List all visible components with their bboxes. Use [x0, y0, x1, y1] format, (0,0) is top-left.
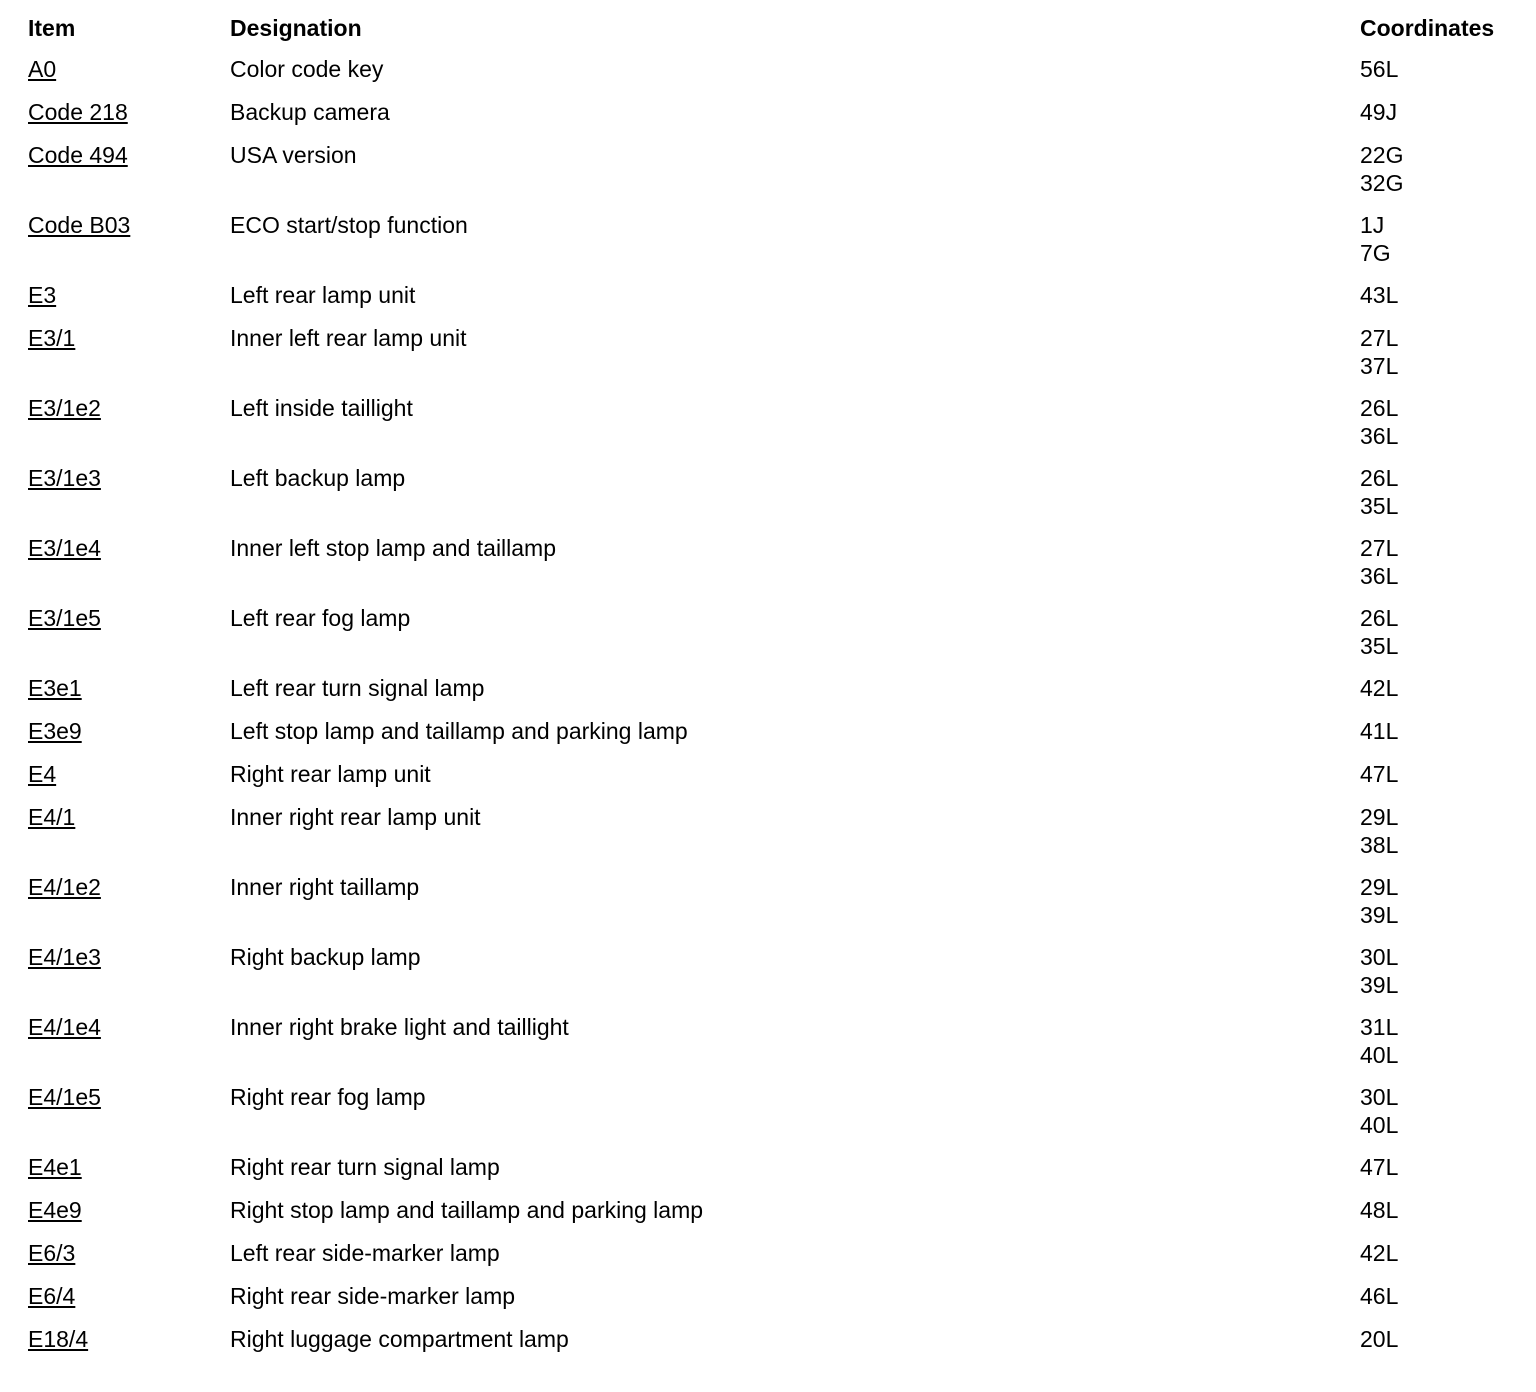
item-link[interactable]: E3/1e2 — [28, 395, 101, 421]
table-row — [0, 943, 1536, 1013]
designation-cell: Color code key — [230, 56, 384, 82]
item-link[interactable]: E6/4 — [28, 1283, 76, 1309]
table-row — [0, 534, 1536, 604]
coordinates-cell — [1360, 873, 1530, 943]
designation-cell: ECO start/stop function — [230, 212, 468, 238]
item-link[interactable]: E4/1e5 — [28, 1084, 101, 1110]
header-item: Item — [28, 15, 76, 41]
table-row — [0, 873, 1536, 943]
legend-table — [0, 14, 1536, 1368]
item-link[interactable]: E3 — [28, 282, 57, 308]
coordinate-value: 40L — [1360, 1112, 1399, 1138]
table-row — [0, 717, 1536, 760]
item-link[interactable]: Code 218 — [28, 99, 128, 125]
item-cell — [0, 943, 230, 1013]
table-header — [0, 14, 1536, 55]
designation-cell: USA version — [230, 142, 357, 168]
coordinate-value: 26L — [1360, 465, 1399, 491]
designation-cell: Left backup lamp — [230, 465, 406, 491]
item-link[interactable]: E6/3 — [28, 1240, 76, 1266]
designation-cell: Inner right taillamp — [230, 874, 420, 900]
table-row — [0, 1153, 1536, 1196]
designation-cell: Right rear turn signal lamp — [230, 1154, 500, 1180]
table-row — [0, 604, 1536, 674]
table-row — [0, 1196, 1536, 1239]
designation-cell: Inner left stop lamp and taillamp — [230, 535, 557, 561]
coordinate-value: 42L — [1360, 675, 1399, 701]
coordinate-value: 22G — [1360, 142, 1404, 168]
item-link[interactable]: E3/1e5 — [28, 605, 101, 631]
header-designation: Designation — [230, 15, 362, 41]
designation-cell: Left rear lamp unit — [230, 282, 416, 308]
item-link[interactable]: E4e9 — [28, 1197, 82, 1223]
item-cell — [0, 873, 230, 943]
coordinate-value: 43L — [1360, 282, 1399, 308]
coordinates-cell — [1360, 1239, 1530, 1282]
coordinates-cell — [1360, 324, 1530, 394]
item-link[interactable]: E3e9 — [28, 718, 82, 744]
designation-cell: Inner right brake light and taillight — [230, 1014, 569, 1040]
designation-cell: Left inside taillight — [230, 395, 413, 421]
coordinate-value: 27L — [1360, 325, 1399, 351]
coordinate-value: 29L — [1360, 874, 1399, 900]
coordinate-value: 47L — [1360, 761, 1399, 787]
designation-cell: Left rear turn signal lamp — [230, 675, 485, 701]
item-link[interactable]: E3/1e4 — [28, 535, 101, 561]
coordinates-cell — [1360, 394, 1530, 464]
designation-cell: Inner right rear lamp unit — [230, 804, 481, 830]
coordinates-cell — [1360, 604, 1530, 674]
item-link[interactable]: E3e1 — [28, 675, 82, 701]
table-row — [0, 394, 1536, 464]
designation-cell: Right rear side-marker lamp — [230, 1283, 516, 1309]
coordinates-cell — [1360, 674, 1530, 717]
item-link[interactable]: E4/1e3 — [28, 944, 101, 970]
coordinate-value: 7G — [1360, 240, 1391, 266]
item-cell — [0, 674, 230, 717]
table-row — [0, 324, 1536, 394]
table-row — [0, 803, 1536, 873]
item-link[interactable]: A0 — [28, 56, 57, 82]
table-row — [0, 211, 1536, 281]
designation-cell: Right rear fog lamp — [230, 1084, 426, 1110]
coordinate-value: 39L — [1360, 902, 1399, 928]
item-cell — [0, 1083, 230, 1153]
table-row — [0, 141, 1536, 211]
coordinate-value: 38L — [1360, 832, 1399, 858]
coordinates-cell — [1360, 943, 1530, 1013]
coordinate-value: 40L — [1360, 1042, 1399, 1068]
table-row — [0, 760, 1536, 803]
table-row — [0, 1325, 1536, 1368]
designation-cell: Inner left rear lamp unit — [230, 325, 467, 351]
item-cell — [0, 760, 230, 803]
item-link[interactable]: E18/4 — [28, 1326, 89, 1352]
coordinates-cell — [1360, 211, 1530, 281]
item-cell — [0, 604, 230, 674]
item-link[interactable]: Code 494 — [28, 142, 128, 168]
coordinate-value: 47L — [1360, 1154, 1399, 1180]
item-cell — [0, 1013, 230, 1083]
coordinate-value: 37L — [1360, 353, 1399, 379]
coordinates-cell — [1360, 717, 1530, 760]
table-row — [0, 674, 1536, 717]
coordinate-value: 36L — [1360, 563, 1399, 589]
table-row — [0, 464, 1536, 534]
coordinate-value: 31L — [1360, 1014, 1399, 1040]
coordinate-value: 49J — [1360, 99, 1398, 125]
table-row — [0, 98, 1536, 141]
coordinates-cell — [1360, 98, 1530, 141]
table-row — [0, 281, 1536, 324]
item-link[interactable]: E4/1e4 — [28, 1014, 101, 1040]
item-link[interactable]: E4e1 — [28, 1154, 82, 1180]
coordinate-value: 41L — [1360, 718, 1399, 744]
item-cell — [0, 281, 230, 324]
coordinate-value: 35L — [1360, 493, 1399, 519]
designation-cell: Right stop lamp and taillamp and parking lamp — [230, 1197, 704, 1223]
designation-cell: Left rear fog lamp — [230, 605, 411, 631]
coordinate-value: 27L — [1360, 535, 1399, 561]
coordinate-value: 20L — [1360, 1326, 1399, 1352]
item-link[interactable]: E4/1e2 — [28, 874, 101, 900]
table-row — [0, 1013, 1536, 1083]
coordinate-value: 26L — [1360, 605, 1399, 631]
coordinate-value: 48L — [1360, 1197, 1399, 1223]
item-cell — [0, 717, 230, 760]
coordinate-value: 26L — [1360, 395, 1399, 421]
item-cell — [0, 1282, 230, 1325]
coordinate-value: 36L — [1360, 423, 1399, 449]
item-link[interactable]: E4/1 — [28, 804, 76, 830]
coordinate-value: 35L — [1360, 633, 1399, 659]
coordinates-cell — [1360, 1282, 1530, 1325]
coordinates-cell — [1360, 760, 1530, 803]
coordinate-value: 39L — [1360, 972, 1399, 998]
designation-cell: Right backup lamp — [230, 944, 421, 970]
item-link[interactable]: E3/1 — [28, 325, 76, 351]
coordinate-value: 30L — [1360, 944, 1399, 970]
designation-cell: Backup camera — [230, 99, 390, 125]
table-body — [0, 55, 1536, 1368]
item-cell — [0, 211, 230, 281]
item-cell — [0, 394, 230, 464]
coordinate-value: 42L — [1360, 1240, 1399, 1266]
coordinate-value: 46L — [1360, 1283, 1399, 1309]
coordinates-cell — [1360, 1325, 1530, 1368]
item-link[interactable]: E3/1e3 — [28, 465, 101, 491]
designation-cell: Left stop lamp and taillamp and parking lamp — [230, 718, 688, 744]
item-cell — [0, 98, 230, 141]
coordinate-value: 1J — [1360, 212, 1385, 238]
coordinate-value: 32G — [1360, 170, 1404, 196]
coordinates-cell — [1360, 55, 1530, 98]
item-cell — [0, 324, 230, 394]
item-cell — [0, 1325, 230, 1368]
designation-cell: Right rear lamp unit — [230, 761, 431, 787]
item-link[interactable]: Code B03 — [28, 212, 131, 238]
coordinates-cell — [1360, 1153, 1530, 1196]
coordinates-cell — [1360, 1083, 1530, 1153]
table-row — [0, 55, 1536, 98]
coordinates-cell — [1360, 534, 1530, 604]
designation-cell: Left rear side-marker lamp — [230, 1240, 500, 1266]
table-row — [0, 1282, 1536, 1325]
item-cell — [0, 464, 230, 534]
coordinates-cell — [1360, 464, 1530, 534]
coordinate-value: 30L — [1360, 1084, 1399, 1110]
item-cell — [0, 141, 230, 211]
table-row — [0, 1239, 1536, 1282]
coordinate-value: 29L — [1360, 804, 1399, 830]
item-link[interactable]: E4 — [28, 761, 57, 787]
header-coordinates: Coordinates — [1360, 15, 1495, 41]
item-cell — [0, 1196, 230, 1239]
coordinates-cell — [1360, 141, 1530, 211]
item-cell — [0, 1239, 230, 1282]
item-cell — [0, 55, 230, 98]
table-row — [0, 1083, 1536, 1153]
item-cell — [0, 1153, 230, 1196]
designation-cell: Right luggage compartment lamp — [230, 1326, 569, 1352]
coordinate-value: 56L — [1360, 56, 1399, 82]
coordinates-cell — [1360, 281, 1530, 324]
item-cell — [0, 803, 230, 873]
item-cell — [0, 534, 230, 604]
coordinates-cell — [1360, 1013, 1530, 1083]
coordinates-cell — [1360, 1196, 1530, 1239]
coordinates-cell — [1360, 803, 1530, 873]
